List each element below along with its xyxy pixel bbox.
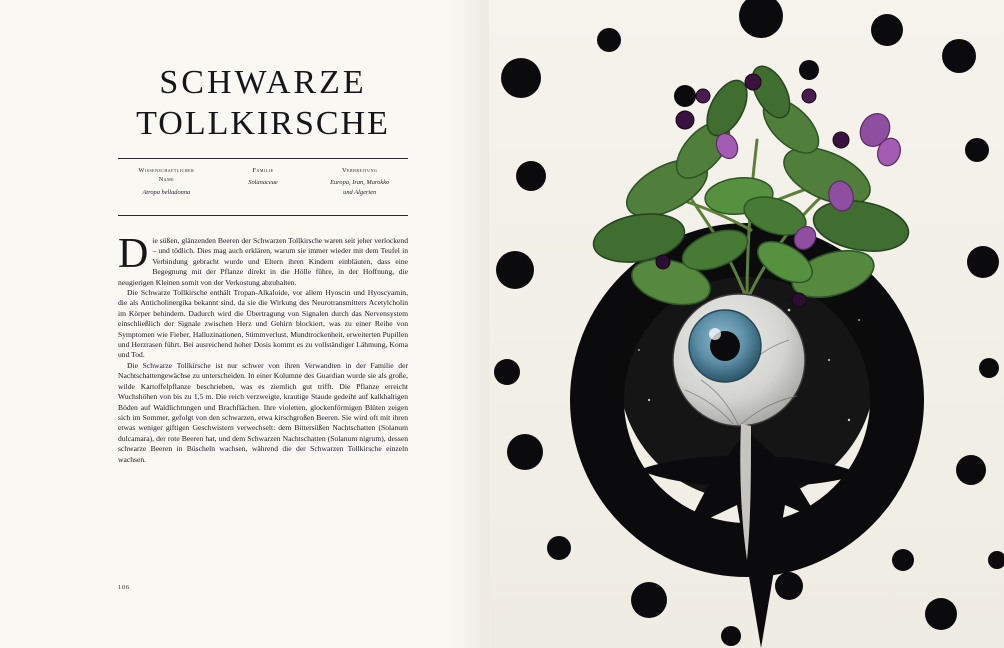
meta-rule-bottom (118, 215, 408, 216)
meta-value-distribution: Europa, Iran, Marokko und Algerien (330, 179, 390, 196)
meta-value-family: Solanaceae (248, 179, 278, 187)
drop-cap: D (118, 231, 149, 277)
body-text (118, 231, 408, 465)
paragraph-1 (118, 231, 408, 288)
title-line-2: TOLLKIRSCHE (136, 105, 390, 143)
paragraph-2: Die Schwarze Tollkirsche enthält Tropan-Alkaloide, vor allem Hyoscin und Hyoscyamin, die als Anticholinergika bekannt sind, da sie die Wirkung des Neurotransmitters Acetylcholin im Körper behindern. Dadurch wird die Übertragung von Signalen durch das Nervensystem einschließlich der Signale zwischen Herz und Gehirn blockiert, was zu einer Reihe von Symptomen wie Fieber, Halluzinationen, Stimmverlust, Mundtrockenheit, erweiterten Pupillen und Herzrasen führt. Bei ausreichend hoher Dosis kommt es zu vollständiger Lähmung, Koma und Tod. (118, 288, 408, 360)
meta-label-name: Wissenschaftlicher Name (138, 167, 195, 184)
paragraph-1-text: ie süßen, glänzenden Beeren der Schwarzen Tollkirsche waren seit jeher verlockend – und tödlich. Dies mag auch erklären, warum sie immer wieder mit dem Teufel in Verbindung gebracht wurde und Eltern ihren Kindern einbläuten, dass eine Begegnung mit der Pflanze direkt in die Hölle führe, in der Hoffnung, die neugierigen Kleinen somit von der Verkostung abzuhalten. (118, 236, 408, 287)
meta-rule-top (118, 158, 408, 159)
meta-column-family (215, 166, 312, 198)
eye-highlight (709, 328, 721, 340)
meta-column-distribution (311, 166, 408, 198)
right-page (489, 0, 1004, 648)
page-title (118, 62, 408, 145)
paragraph-3: Die Schwarze Tollkirsche ist nur schwer von ihren Verwandten in der Familie der Nachtschattengewächse zu unterscheiden. In einer Kolumne des Guardian wurde sie als große, wilde Kartoffelpflanze beschrieben, was es ziemlich gut trifft. Die Pflanze erreicht Wuchshöhen von bis zu 1,5 m. Die reich verzweigte, krautige Staude gedeiht auf kalkhaltigen Böden auf Waldlichtungen und Brachflächen. Ihre violetten, glockenförmigen Blüten zeigen sich im Sommer, gefolgt von den schwarzen, etwa kirschgroßen Beeren. Sie wird oft mit ihren etwas weniger giftigen Geschwistern verwechselt: dem Bittersüßen Nachtschatten (Solanum dulcamara), der rote Beeren hat, und dem Schwarzen Nachtschatten (Solanum nigrum), dessen schwarze Beeren in Büscheln wachsen, während die der Schwarzen Tollkirsche einzeln wachsen. (118, 360, 408, 464)
left-page (0, 0, 489, 648)
page-number: 106 (118, 584, 130, 591)
title-line-1: SCHWARZE (159, 64, 367, 101)
meta-value-name: Atropa belladonna (142, 188, 191, 196)
belladonna-eye-plate (489, 0, 1004, 648)
meta-column-name (118, 166, 215, 198)
meta-label-distribution: Verbreitung (341, 167, 378, 174)
meta-label-family: Familie (252, 167, 274, 174)
meta-columns (118, 166, 408, 198)
